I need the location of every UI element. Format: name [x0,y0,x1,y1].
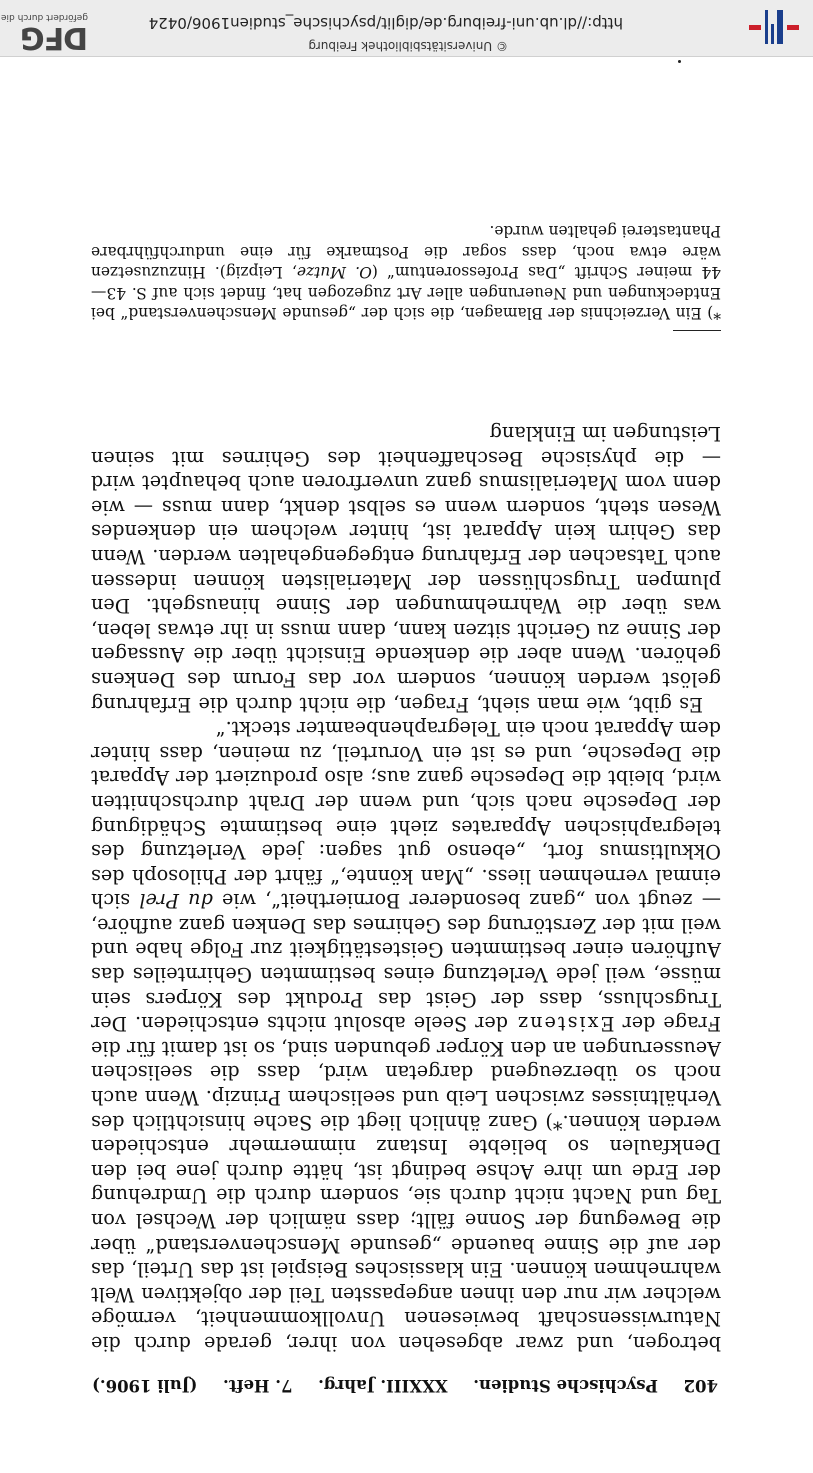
footnote-rule [673,330,721,331]
dfg-caption: gefördert durch die [1,12,88,22]
running-title: Psychische Studien. [473,1376,658,1395]
date: (Juli 1906.) [92,1376,198,1395]
footnote-author: O. Mutze [296,263,372,282]
dfg-logo: DFG [20,20,88,55]
stray-mark [678,60,681,63]
paragraph-1: betrogen, und zwar abgesehen von ihrer, gerade durch die Naturwissenschaft bewiesenen Unvollkommenheit, vermöge welcher wir nur den ihnen angepassten Teil der objektiven Welt wahrnehmen können. Ein klassisches Beispiel ist das Urteil, das der auf die Sinne bauende „gesunde Menschenverstand“ über die Bewegung der Sonne fällt; dass nämlich der Wechsel von Tag und Nacht nicht durch sie, sondern durch die Umdrehung der Erde um ihre Achse bedingt ist, hätte durch jene bei den Denkfaulen so beliebte Instanz nimmermehr entschieden werden können.*) Ganz ähnlich liegt die Sache hinsichtlich des Verhältnisses zwischen Leib und seelischem Prinzip. Wenn auch noch so überzeugend dargetan wird, dass die seelischen Aeusserungen an den Körper gebunden sind, so ist damit für die Frage der Existenz der Seele absolut nichts entschieden. Der Trugschluss, dass der Geist das Produkt des Körpers sein müsse, weil jede Verletzung eines bestimmten Gehirnteiles das Aufhören einer bestimmten Geistestätigkeit zur Folge habe und weil mit der Zerstörung des Gehirnes das Denken ganz aufhöre, — zeugt von „ganz besonderer Borniertheit“, wie du Prel sich einmal vernehmen liess. „Man könnte,“ fährt der Philosoph des Okkultismus fort, „ebenso gut sagen: jede Verletzung des telegraphischen Apparates zieht eine bestimmte Schädigung der Depesche nach sich, und wenn der Draht durchschnitten wird, bleibt die Depesche ganz aus; also produziert der Apparat die Depesche, und es ist ein Vorurteil, zu meinen, dass hinter dem Apparat noch ein Telegraphenbeamter steckt.“ [91,717,721,1355]
body-text [91,420,721,1355]
copyright-notice: © Universitätsbibliothek Freiburg [308,39,508,53]
page-number: 402 [683,1376,718,1395]
dfg-logo-block [0,4,92,55]
university-library-logo [745,6,803,50]
paragraph-2: Es gibt, wie man sieht, Fragen, die nicht durch die Erfahrung gelöst werden können, sondern vor das Forum des Denkens gehören. Wenn aber die denkende Einsicht über die Aussagen der Sinne zu Gericht sitzen kann, dann muss in ihr etwas leben, was über die Wahrnehmungen der Sinne hinausgeht. Den plumpen Trugschlüssen der Materialisten können indessen auch Tatsachen der Erfahrung entgegengehalten werden. Wenn das Gehirn kein Apparat ist, hinter welchem ein denkendes Wesen steht, sondern wenn es selbst denkt, dann muss — wie denn vom Materialismus ganz unverfroren auch behauptet wird — die physische Beschaffenheit des Gehirnes mit seinen Leistungen im Einklang [91,422,721,716]
page-header [92,1376,718,1395]
footnote: *) Ein Verzeichnis der Blamagen, die sich der „gesunde Menschenverstand“ bei Entdeckungen und Neuerungen aller Art zugezogen hat, findet sich auf S. 43—44 meiner Schrift „Das Professorentum“ (O. Mutze, Leipzig). Hinzuzusetzen wäre etwa noch, dass sogar die Postmarke für eine undurchführbare Phantasterei gehalten wurde. [91,222,721,322]
volume: XXXIII. Jahrg. [318,1376,448,1395]
issue: 7. Heft. [223,1376,293,1395]
emphasis-existenz: Existenz [516,1012,615,1036]
document-url[interactable]: http://dl.ub.uni-freiburg.de/diglit/psychische_studien1906/0424 [148,14,623,32]
author-du-prel: du Prel [139,889,213,913]
viewer-footer [0,0,813,57]
